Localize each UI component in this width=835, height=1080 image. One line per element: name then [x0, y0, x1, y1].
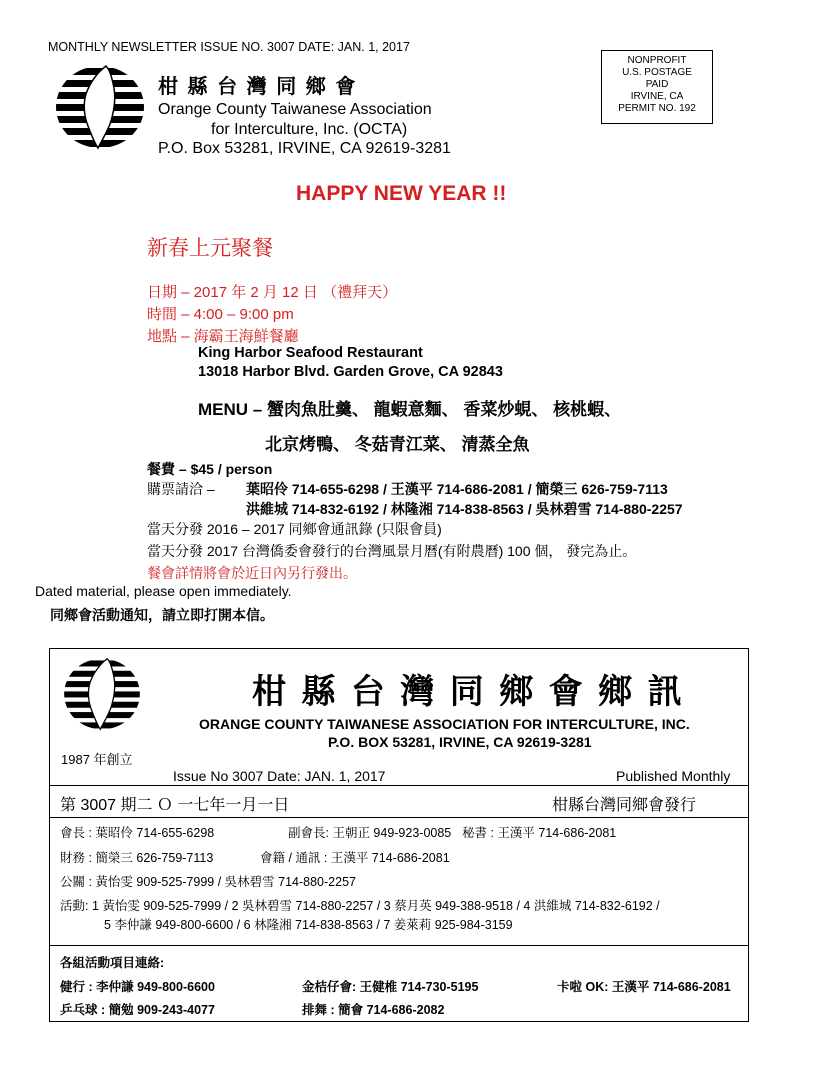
divider	[49, 817, 749, 818]
founded-year: 1987 年創立	[61, 752, 133, 767]
taiwan-logo-icon	[62, 657, 142, 731]
postage-line: PERMIT NO. 192	[618, 103, 696, 114]
venue-address: 13018 Harbor Blvd. Garden Grove, CA 92843	[198, 364, 503, 380]
officer-secretary: 秘書 : 王漢平 714-686-2081	[462, 826, 617, 840]
issue-date-line: Issue No 3007 Date: JAN. 1, 2017	[173, 768, 386, 784]
happy-new-year-heading: HAPPY NEW YEAR !!	[296, 182, 507, 205]
contact-gateball: 金桔仔會: 王健椎 714-730-5195	[302, 980, 479, 994]
contacts-heading: 各組活動項目連絡:	[60, 956, 165, 970]
event-fee: 餐費 – $45 / person	[147, 461, 273, 477]
officer-activities-1: 活動: 1 黃怡雯 909-525-7999 / 2 吳林碧雪 714-880-2257 / 3 蔡月英 949-388-9518 / 4 洪維城 714-832-6192 /	[60, 899, 660, 913]
tickets-line-1: 葉昭伶 714-655-6298 / 王漢平 714-686-2081 / 簡榮三 626-759-7113	[246, 481, 668, 497]
org-name-english-1: Orange County Taiwanese Association	[158, 101, 432, 118]
org-name-english-2: for Interculture, Inc. (OCTA)	[211, 121, 408, 138]
venue-name: King Harbor Seafood Restaurant	[198, 345, 423, 361]
postage-stamp-box	[601, 50, 713, 124]
postage-line: IRVINE, CA	[630, 91, 684, 102]
officer-treasurer: 財務 : 簡榮三 626-759-7113	[60, 851, 214, 865]
newsletter-title: 柑 縣 台 灣 同 鄉 會 鄉 訊	[252, 673, 685, 711]
event-note-1: 當天分發 2016 – 2017 同鄉會通訊錄 (只限會員)	[147, 521, 442, 537]
event-time: 時間 – 4:00 – 9:00 pm	[147, 306, 294, 323]
tickets-line-2: 洪維城 714-832-6192 / 林隆湘 714-838-8563 / 吳林碧雪 714-880-2257	[246, 501, 683, 517]
officer-membership: 會籍 / 通訊 : 王漢平 714-686-2081	[260, 851, 450, 865]
postage-line: U.S. POSTAGE	[622, 67, 692, 78]
box-org-name: ORANGE COUNTY TAIWANESE ASSOCIATION FOR INTERCULTURE, INC.	[199, 716, 690, 732]
menu-line-1: MENU – 蟹肉魚肚羹、 龍蝦意麵、 香菜炒蜆、 核桃蝦、	[198, 400, 622, 419]
contact-dance: 排舞 : 簡會 714-686-2082	[302, 1003, 445, 1017]
event-place: 地點 – 海霸王海鮮餐廳	[147, 328, 299, 345]
newsletter-issue-line: MONTHLY NEWSLETTER ISSUE NO. 3007 DATE: JAN. 1, 2017	[48, 40, 410, 54]
divider	[49, 945, 749, 946]
postage-line: PAID	[645, 79, 669, 90]
officer-pr: 公關 : 黃怡雯 909-525-7999 / 吳林碧雪 714-880-2257	[60, 875, 356, 889]
contact-pingpong: 乒乓球 : 簡勉 909-243-4077	[60, 1003, 215, 1017]
publisher-chinese: 柑縣台灣同鄉會發行	[552, 797, 697, 814]
event-note-2: 當天分發 2017 台灣僑委會發行的台灣風景月曆(有附農曆) 100 個， 發完為止。	[147, 543, 637, 559]
event-date: 日期 – 2017 年 2 月 12 日 （禮拜天）	[147, 284, 398, 301]
box-org-address: P.O. BOX 53281, IRVINE, CA 92619-3281	[328, 734, 592, 750]
taiwan-logo-icon	[54, 64, 146, 150]
org-address: P.O. Box 53281, IRVINE, CA 92619-3281	[158, 140, 451, 157]
org-name-chinese: 柑 縣 台 灣 同 鄉 會	[158, 76, 358, 98]
menu-line-2: 北京烤鴨、 冬菇青江菜、 清蒸全魚	[265, 435, 530, 454]
tickets-label: 購票請洽 –	[147, 481, 215, 497]
officer-activities-2: 5 李仲謙 949-800-6600 / 6 林隆湘 714-838-8563 / 7 姜萊莉 925-984-3159	[104, 918, 513, 932]
contact-karaoke: 卡啦 OK: 王漢平 714-686-2081	[557, 980, 731, 994]
open-immediately-chinese: 同鄉會活動通知，請立即打開本信。	[50, 607, 274, 623]
officer-president: 會長 : 葉昭伶 714-655-6298	[60, 826, 215, 840]
contact-fitness: 健行 : 李仲謙 949-800-6600	[60, 980, 215, 994]
event-title: 新春上元聚餐	[147, 236, 273, 260]
dated-material-notice: Dated material, please open immediately.	[35, 583, 292, 599]
divider	[49, 785, 749, 786]
event-note-3: 餐會詳情將會於近日內另行發出。	[147, 565, 357, 581]
issue-chinese: 第 3007 期二 Ｏ 一七年一月一日	[60, 797, 290, 814]
postage-line: NONPROFIT	[627, 55, 687, 66]
published-monthly: Published Monthly	[616, 768, 731, 784]
officer-vice-president: 副會長: 王朝正 949-923-0085	[288, 826, 452, 840]
